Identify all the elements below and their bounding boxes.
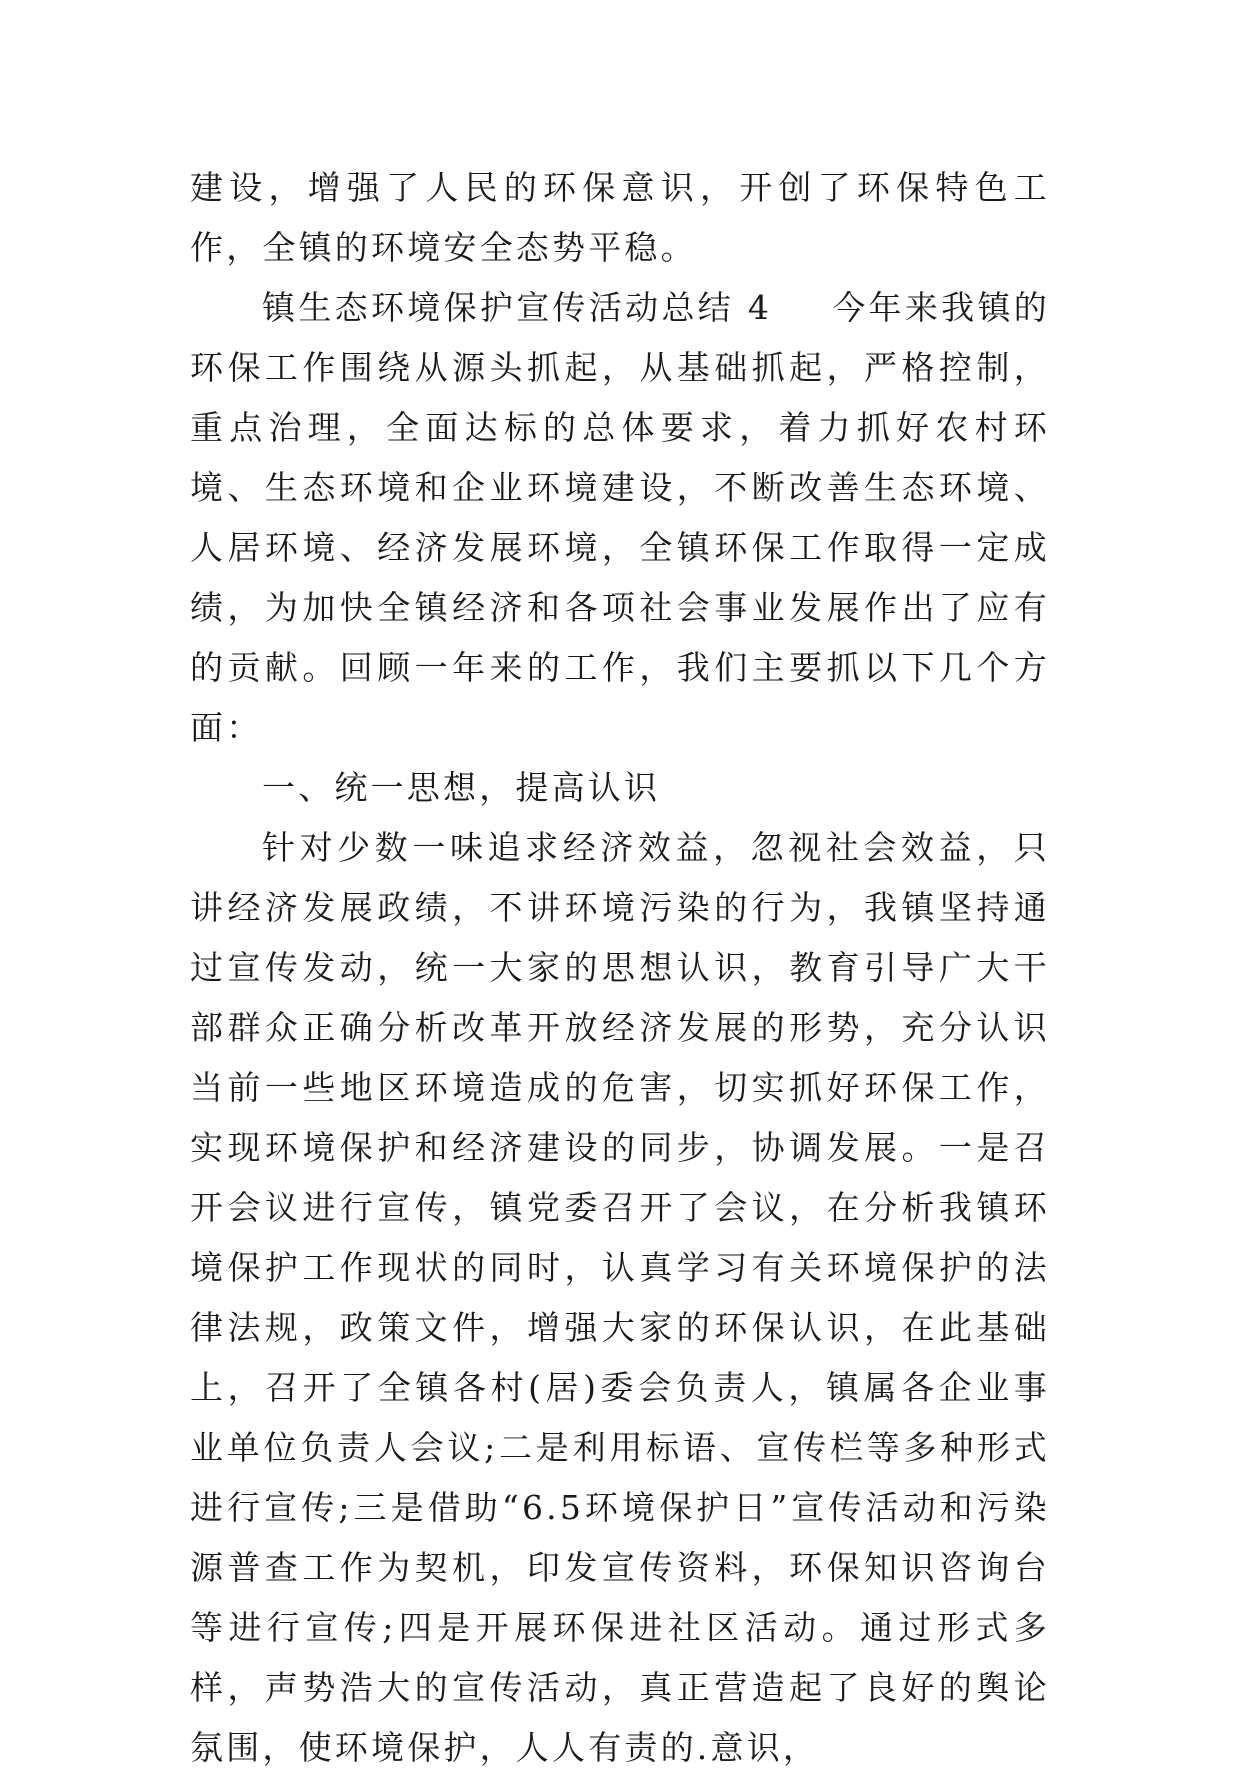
document-body [190,158,1050,1778]
paragraph-continuation [190,158,1050,278]
paragraph-text: 今年来我镇的环保工作围绕从源头抓起，从基础抓起，严格控制，重点治理，全面达标的总体要求，着力抓好农村环境、生态环境和企业环境建设，不断改善生态环境、人居环境、经济发展环境，全镇环保工作取得一定成绩，为加快全镇经济和各项社会事业发展作出了应有的贡献。回顾一年来的工作，我们主要抓以下几个方面： [190,288,1050,747]
heading-text: 一、统一思想，提高认识 [262,768,661,807]
section-heading-1 [190,758,1050,818]
paragraph-section-4 [190,278,1050,758]
paragraph-body [190,818,1050,1778]
paragraph-text: 针对少数一味追求经济效益，忽视社会效益，只讲经济发展政绩，不讲环境污染的行为，我镇坚持通过宣传发动，统一大家的思想认识，教育引导广大干部群众正确分析改革开放经济发展的形势，充分认识当前一些地区环境造成的危害，切实抓好环保工作，实现环境保护和经济建设的同步，协调发展。一是召开会议进行宣传，镇党委召开了会议，在分析我镇环境保护工作现状的同时，认真学习有关环境保护的法律法规，政策文件，增强大家的环保认识，在此基础上，召开了全镇各村(居)委会负责人，镇属各企业事业单位负责人会议;二是利用标语、宣传栏等多种形式进行宣传;三是借助“6.5环境保护日”宣传活动和污染源普查工作为契机，印发宣传资料，环保知识咨询台等进行宣传;四是开展环保进社区活动。通过形式多样，声势浩大的宣传活动，真正营造起了良好的舆论氛围，使环境保护，人人有责的.意识， [190,828,1050,1767]
paragraph-text: 建设，增强了人民的环保意识，开创了环保特色工作，全镇的环境安全态势平稳。 [190,168,1050,267]
section-title: 镇生态环境保护宣传活动总结 4 [262,288,773,327]
